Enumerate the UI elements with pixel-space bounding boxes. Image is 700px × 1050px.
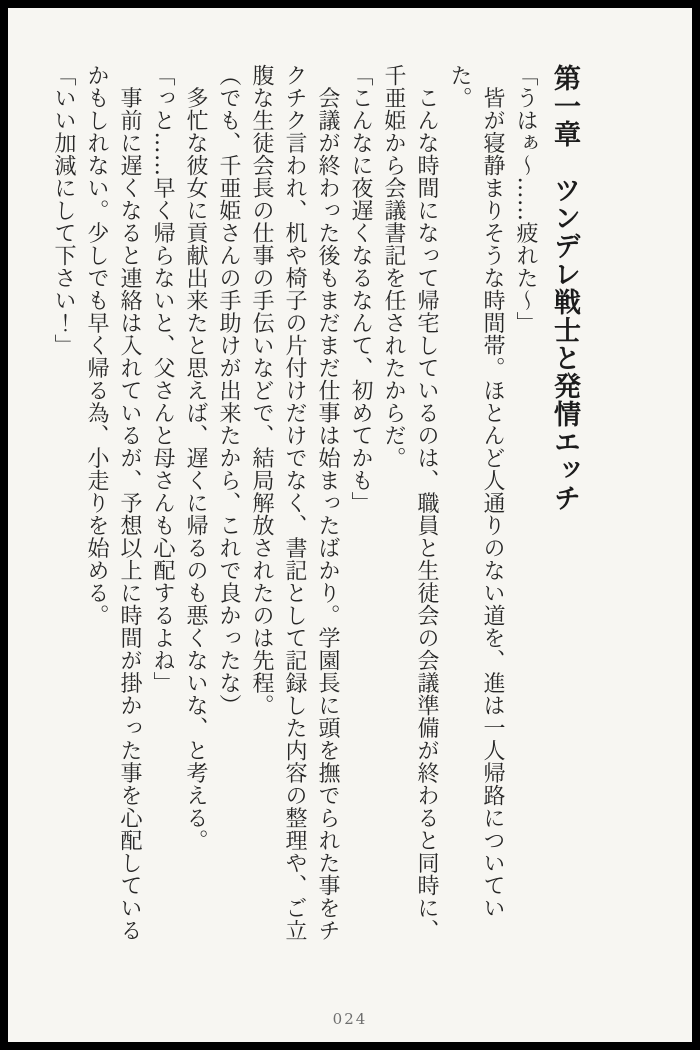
- paragraph: （でも、千亜姫さんの手助けが出来たから、これで良かったな）: [216, 64, 241, 717]
- paragraph: 「っと……早く帰らないと、父さんと母さんも心配するよね」: [150, 64, 175, 694]
- paragraph: 事前に遅くなると連絡は入れているが、予想以上に時間が掛かった事を心配しているかもしれない。少しでも早く帰る為、小走りを始める。: [84, 64, 142, 942]
- paragraph: 会議が終わった後もまだまだ仕事は始まったばかり。学園長に頭を撫でられた事をチクチク言われ、机や椅子の片付けだけでなく、書記として記録した内容の整理や、ご立腹な生徒会長の仕事の手伝いなどで、結局解放されたのは先程。: [249, 64, 340, 942]
- paper-page: [8, 8, 692, 1042]
- chapter-title: 第一章 ツンデレ戦士と発情エッチ: [549, 64, 580, 512]
- paragraph: こんな時間になって帰宅しているのは、職員と生徒会の会議準備が終わると同時に、千亜姫から会議書記を任されたからだ。: [381, 64, 439, 942]
- vertical-text-block: [47, 64, 610, 960]
- page-number: 024: [332, 1010, 368, 1028]
- paragraph: 多忙な彼女に貢献出来たと思えば、遅くに帰るのも悪くないな、と考える。: [183, 64, 208, 852]
- paragraph: 「こんなに夜遅くなるなんて、初めてかも」: [348, 64, 373, 514]
- paragraph: 「いい加減にして下さい！」: [51, 64, 76, 357]
- paragraph: 皆が寝静まりそうな時間帯。ほとんど人通りのない道を、進は一人帰路についていた。: [447, 64, 505, 919]
- paragraph: 「うはぁ～……疲れた～」: [513, 64, 538, 334]
- body-text: [47, 64, 542, 960]
